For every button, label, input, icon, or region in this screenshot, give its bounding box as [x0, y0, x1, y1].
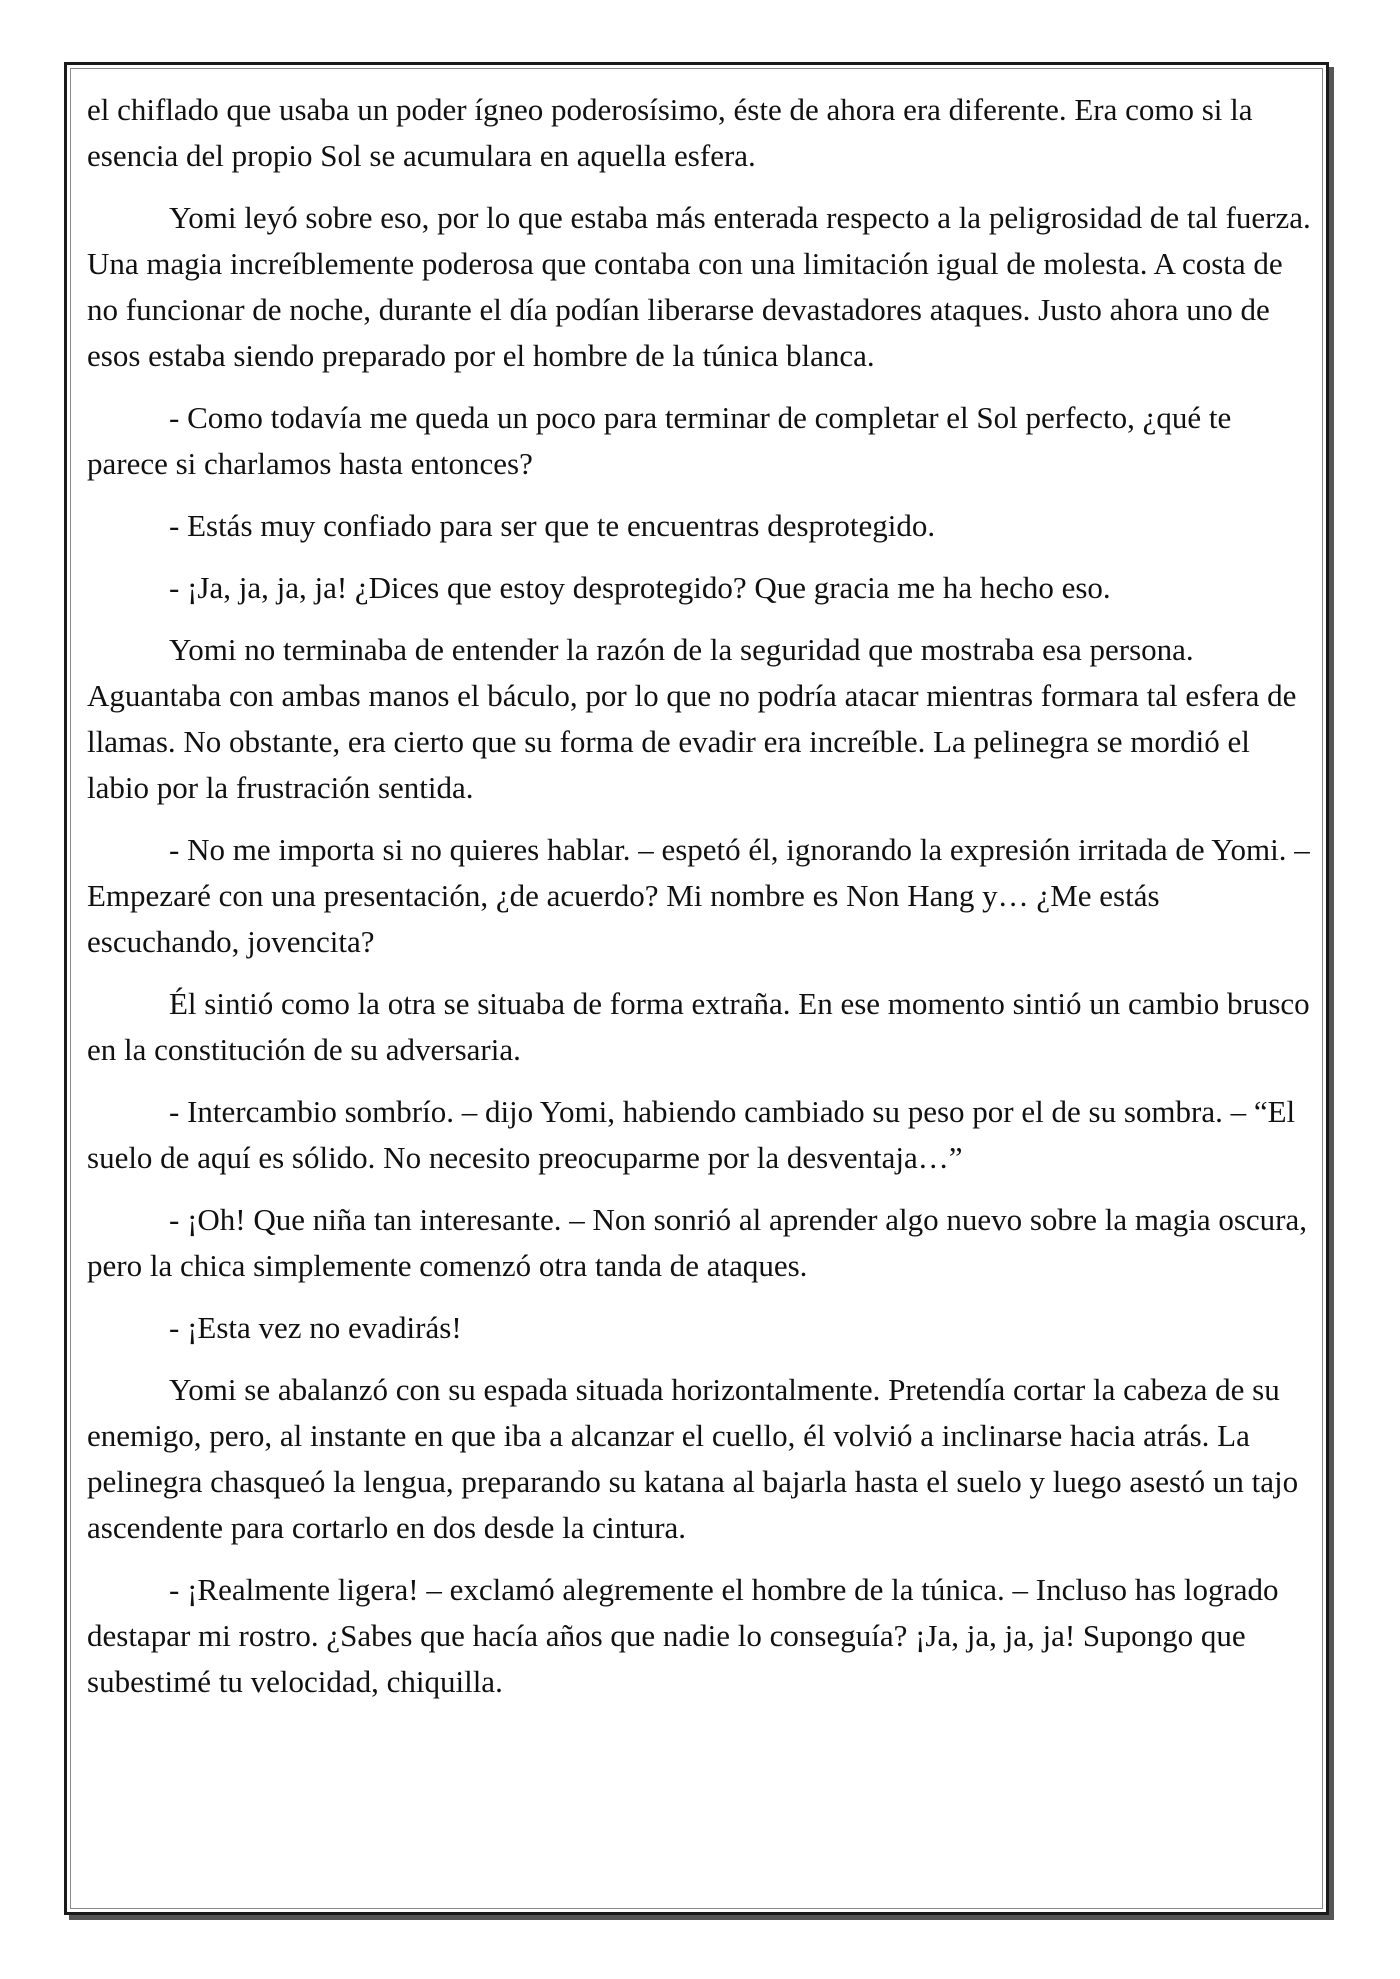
paragraph: Él sintió como la otra se situaba de forma extraña. En ese momento sintió un cambio brusco en la constitución de su adversaria.: [87, 986, 1310, 1067]
paragraph: Yomi no terminaba de entender la razón de la seguridad que mostraba esa persona. Aguantaba con ambas manos el báculo, por lo que no podría atacar mientras formara tal esfera de llamas. No obstante, era cierto que su forma de evadir era increíble. La pelinegra se mordió el labio por la frustración sentida.: [87, 632, 1297, 805]
dialogue-line: - Intercambio sombrío. – dijo Yomi, habiendo cambiado su peso por el de su sombra. – “El suelo de aquí es sólido. No necesito preocuparme por la desventaja…”: [87, 1094, 1296, 1175]
dialogue-line: - ¡Realmente ligera! – exclamó alegremente el hombre de la túnica. – Incluso has logrado destapar mi rostro. ¿Sabes que hacía años que nadie lo conseguía? ¡Ja, ja, ja, ja! Supongo que subestimé tu velocidad, chiquilla.: [87, 1572, 1279, 1699]
dialogue-line: - Como todavía me queda un poco para terminar de completar el Sol perfecto, ¿qué te parece si charlamos hasta entonces?: [87, 400, 1232, 481]
dialogue-line: - ¡Ja, ja, ja, ja! ¿Dices que estoy desprotegido? Que gracia me ha hecho eso.: [169, 570, 1111, 605]
dialogue-line: - No me importa si no quieres hablar. – espetó él, ignorando la expresión irritada de Yomi. – Empezaré con una presentación, ¿de acuerdo? Mi nombre es Non Hang y… ¿Me estás escuchando, jovencita?: [87, 832, 1310, 959]
dialogue-line: - Estás muy confiado para ser que te encuentras desprotegido.: [169, 508, 936, 543]
page-frame: [64, 62, 1329, 1915]
dialogue-line: - ¡Esta vez no evadirás!: [169, 1310, 462, 1345]
paragraph: Yomi leyó sobre eso, por lo que estaba más enterada respecto a la peligrosidad de tal fuerza. Una magia increíblemente poderosa que contaba con una limitación igual de molesta. A costa de no funcionar de noche, durante el día podían liberarse devastadores ataques. Justo ahora uno de esos estaba siendo preparado por el hombre de la túnica blanca.: [87, 200, 1311, 373]
document-body: [87, 87, 1319, 1721]
dialogue-line: - ¡Oh! Que niña tan interesante. – Non sonrió al aprender algo nuevo sobre la magia oscura, pero la chica simplemente comenzó otra tanda de ataques.: [87, 1202, 1307, 1283]
paragraph: el chiflado que usaba un poder ígneo poderosísimo, éste de ahora era diferente. Era como si la esencia del propio Sol se acumulara en aquella esfera.: [87, 92, 1253, 173]
paragraph: Yomi se abalanzó con su espada situada horizontalmente. Pretendía cortar la cabeza de su enemigo, pero, al instante en que iba a alcanzar el cuello, él volvió a inclinarse hacia atrás. La pelinegra chasqueó la lengua, preparando su katana al bajarla hasta el suelo y luego asestó un tajo ascendente para cortarlo en dos desde la cintura.: [87, 1372, 1299, 1545]
